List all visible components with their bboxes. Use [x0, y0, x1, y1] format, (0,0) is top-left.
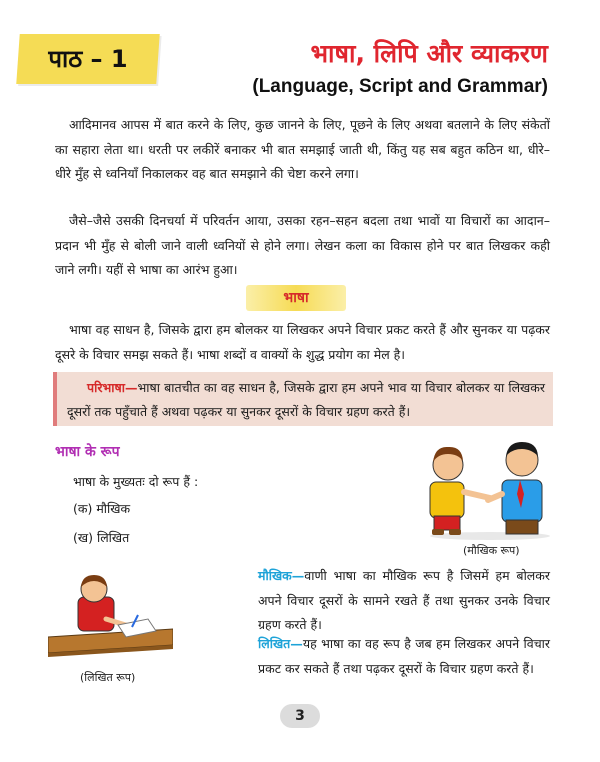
- page-title-english: (Language, Script and Grammar): [252, 76, 548, 97]
- written-term: लिखित—: [258, 636, 303, 651]
- intro-paragraph-1: [55, 113, 550, 187]
- section-title-badge: भाषा: [246, 285, 346, 311]
- form-item-oral: (क) मौखिक: [73, 501, 131, 516]
- oral-paragraph: [258, 564, 550, 638]
- page-title-hindi: भाषा, लिपि और व्याकरण: [310, 39, 548, 68]
- form-item-written: (ख) लिखित: [73, 530, 130, 545]
- oral-text: वाणी भाषा का मौखिक रूप है जिसमें हम बोलकर अपने विचार दूसरों के सामने रखते हैं तथा सुनकर उनके विचार ग्रहण करते हैं।: [258, 568, 550, 632]
- bhasha-paragraph: [55, 318, 550, 367]
- intro-paragraph-2: [55, 209, 550, 283]
- written-illustration: [48, 575, 173, 667]
- written-paragraph: [258, 632, 550, 681]
- definition-term: परिभाषा—: [87, 380, 138, 395]
- definition-box: [53, 372, 553, 426]
- bhasha-paragraph-text: भाषा वह साधन है, जिसके द्वारा हम बोलकर या लिखकर अपने विचार प्रकट करते हैं और सुनकर या पढ़कर दूसरे के विचार समझ सकते हैं। भाषा शब्दों व वाक्यों के शुद्ध प्रयोग का मेल है।: [55, 322, 550, 362]
- written-caption: (लिखित रूप): [80, 671, 136, 684]
- written-text: यह भाषा का वह रूप है जब हम लिखकर अपने विचार प्रकट कर सकते हैं तथा पढ़कर दूसरों के विचार ग्रहण करते हैं।: [258, 636, 550, 676]
- intro-paragraph-2-text: जैसे–जैसे उसकी दिनचर्या में परिवर्तन आया, उसका रहन–सहन बदला तथा भावों या विचारों का आदान–प्रदान भी मुँह से बोली जाने वाली ध्वनियों से होने लगा। लेखन कला का विकास होने पर बात लिखकर कही जाने लगी। यहीं से भाषा का आरंभ हुआ।: [55, 213, 550, 277]
- forms-intro: भाषा के मुख्यतः दो रूप हैं :: [73, 474, 199, 489]
- forms-heading: भाषा के रूप: [55, 444, 120, 460]
- oral-illustration: [422, 432, 557, 540]
- oral-term: मौखिक—: [258, 568, 305, 583]
- definition-text: भाषा बातचीत का वह साधन है, जिसके द्वारा हम अपने भाव या विचार बोलकर या लिखकर दूसरों तक पहुँचाते हैं अथवा पढ़कर या सुनकर दूसरों के विचार ग्रहण करते हैं।: [67, 380, 545, 419]
- page-number: 3: [280, 704, 320, 728]
- intro-paragraph-1-text: आदिमानव आपस में बात करने के लिए, कुछ जानने के लिए, पूछने के लिए अथवा बतलाने के लिए संकेतों का सहारा लेता था। धरती पर लकीरें बनाकर भी बात समझाई जाती थी, किंतु यह सब बहुत कठिन था, धीरे–धीरे मुँह से ध्वनियाँ निकालकर वह बात समझाने की चेष्टा करने लगा।: [55, 117, 550, 181]
- lesson-tag: [16, 34, 159, 84]
- oral-caption: (मौखिक रूप): [463, 544, 520, 557]
- lesson-tag-label: पाठ – 1: [48, 45, 128, 73]
